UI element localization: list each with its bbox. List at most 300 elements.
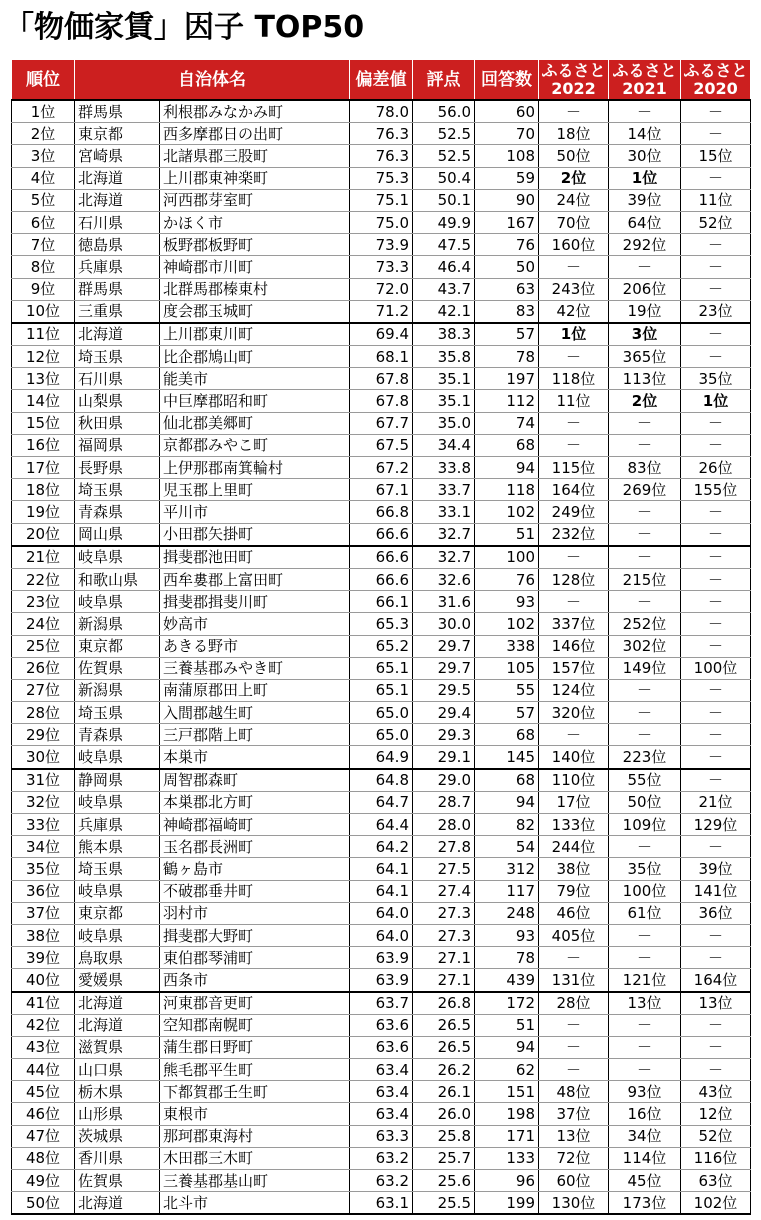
cell-furusato-2021: 61位 [609,902,681,924]
cell-furusato-2020: － [681,434,751,456]
table-row [12,368,751,390]
cell-furusato-2020: － [681,702,751,724]
cell-deviation: 75.0 [350,211,413,233]
cell-furusato-2021: 13位 [609,992,681,1015]
cell-furusato-2021: 50位 [609,791,681,813]
cell-score: 52.5 [413,123,475,145]
cell-furusato-2022: 160位 [539,234,609,256]
cell-responses: 59 [475,167,539,189]
cell-score: 47.5 [413,234,475,256]
cell-deviation: 67.7 [350,412,413,434]
cell-furusato-2022: 2位 [539,167,609,189]
cell-furusato-2022: 1位 [539,323,609,346]
cell-score: 27.4 [413,880,475,902]
table-row [12,145,751,167]
cell-furusato-2020: 100位 [681,657,751,679]
table-row [12,300,751,323]
header-row [12,60,751,101]
cell-rank: 37位 [12,902,75,924]
header-furusato-2021 [609,60,681,101]
cell-municipality: 本巣市 [160,746,350,769]
cell-responses: 76 [475,234,539,256]
cell-furusato-2020: － [681,501,751,523]
cell-furusato-2022: 11位 [539,390,609,412]
cell-municipality: 能美市 [160,368,350,390]
cell-furusato-2022: 124位 [539,679,609,701]
cell-rank: 20位 [12,523,75,546]
cell-furusato-2020: － [681,746,751,769]
cell-prefecture: 青森県 [75,724,160,746]
cell-prefecture: 北海道 [75,189,160,211]
cell-furusato-2022: 28位 [539,992,609,1015]
cell-municipality: 北斗市 [160,1192,350,1215]
cell-score: 30.0 [413,613,475,635]
cell-score: 29.7 [413,635,475,657]
table-row [12,167,751,189]
cell-deviation: 75.3 [350,167,413,189]
cell-municipality: 児玉郡上里町 [160,479,350,501]
cell-municipality: 利根郡みなかみ町 [160,100,350,123]
cell-deviation: 68.1 [350,346,413,368]
cell-furusato-2021: 39位 [609,189,681,211]
cell-municipality: 板野郡板野町 [160,234,350,256]
cell-responses: 199 [475,1192,539,1215]
cell-deviation: 63.2 [350,1147,413,1169]
cell-prefecture: 北海道 [75,992,160,1015]
cell-prefecture: 山形県 [75,1103,160,1125]
cell-deviation: 76.3 [350,145,413,167]
cell-furusato-2020: 13位 [681,992,751,1015]
cell-deviation: 67.5 [350,434,413,456]
cell-rank: 42位 [12,1014,75,1036]
cell-furusato-2020: 36位 [681,902,751,924]
cell-furusato-2021: 114位 [609,1147,681,1169]
table-row [12,902,751,924]
cell-municipality: かほく市 [160,211,350,233]
cell-furusato-2021: － [609,724,681,746]
cell-furusato-2020: － [681,546,751,569]
cell-furusato-2021: 109位 [609,814,681,836]
cell-deviation: 73.3 [350,256,413,278]
header-responses: 回答数 [475,60,539,101]
cell-furusato-2022: 133位 [539,814,609,836]
cell-prefecture: 埼玉県 [75,702,160,724]
cell-deviation: 63.4 [350,1059,413,1081]
cell-municipality: 不破郡垂井町 [160,880,350,902]
cell-furusato-2020: 11位 [681,189,751,211]
table-row [12,880,751,902]
cell-responses: 439 [475,969,539,992]
cell-municipality: 下都賀郡壬生町 [160,1081,350,1103]
cell-furusato-2020: － [681,100,751,123]
cell-furusato-2020: － [681,523,751,546]
cell-rank: 38位 [12,924,75,946]
table-row [12,457,751,479]
cell-score: 27.1 [413,947,475,969]
table-row [12,791,751,813]
cell-score: 27.5 [413,858,475,880]
cell-rank: 23位 [12,591,75,613]
table-row [12,947,751,969]
cell-rank: 21位 [12,546,75,569]
cell-prefecture: 北海道 [75,1014,160,1036]
cell-score: 46.4 [413,256,475,278]
cell-responses: 90 [475,189,539,211]
table-row [12,924,751,946]
cell-furusato-2020: 39位 [681,858,751,880]
table-row [12,635,751,657]
table-row [12,1170,751,1192]
cell-furusato-2020: － [681,947,751,969]
cell-furusato-2021: 252位 [609,613,681,635]
cell-furusato-2021: 14位 [609,123,681,145]
cell-rank: 2位 [12,123,75,145]
table-row [12,724,751,746]
cell-rank: 14位 [12,390,75,412]
cell-score: 34.4 [413,434,475,456]
cell-furusato-2021: － [609,1059,681,1081]
table-row [12,501,751,523]
cell-rank: 27位 [12,679,75,701]
cell-rank: 39位 [12,947,75,969]
cell-furusato-2020: － [681,123,751,145]
table-row [12,100,751,123]
cell-furusato-2022: － [539,100,609,123]
cell-deviation: 69.4 [350,323,413,346]
cell-prefecture: 北海道 [75,323,160,346]
cell-prefecture: 東京都 [75,902,160,924]
cell-municipality: 熊毛郡平生町 [160,1059,350,1081]
header-deviation: 偏差値 [350,60,413,101]
cell-furusato-2020: － [681,1014,751,1036]
cell-furusato-2021: 365位 [609,346,681,368]
cell-prefecture: 岐阜県 [75,746,160,769]
table-row [12,412,751,434]
cell-rank: 32位 [12,791,75,813]
cell-municipality: 上川郡東神楽町 [160,167,350,189]
cell-furusato-2022: － [539,412,609,434]
table-row [12,434,751,456]
cell-municipality: 仙北郡美郷町 [160,412,350,434]
cell-score: 27.3 [413,924,475,946]
cell-furusato-2021: 223位 [609,746,681,769]
cell-furusato-2021: 93位 [609,1081,681,1103]
cell-municipality: 度会郡玉城町 [160,300,350,323]
cell-furusato-2020: 63位 [681,1170,751,1192]
cell-furusato-2022: 72位 [539,1147,609,1169]
cell-rank: 6位 [12,211,75,233]
header-score: 評点 [413,60,475,101]
cell-score: 35.1 [413,390,475,412]
cell-prefecture: 群馬県 [75,278,160,300]
cell-furusato-2021: － [609,1036,681,1058]
cell-rank: 29位 [12,724,75,746]
cell-score: 32.6 [413,568,475,590]
cell-prefecture: 石川県 [75,368,160,390]
header-furusato-2020-line1: ふるさと [683,60,748,80]
cell-responses: 151 [475,1081,539,1103]
cell-score: 25.6 [413,1170,475,1192]
cell-prefecture: 兵庫県 [75,814,160,836]
table-row [12,346,751,368]
cell-prefecture: 新潟県 [75,679,160,701]
cell-prefecture: 栃木県 [75,1081,160,1103]
cell-furusato-2022: 48位 [539,1081,609,1103]
cell-deviation: 66.6 [350,568,413,590]
cell-municipality: 平川市 [160,501,350,523]
cell-deviation: 63.1 [350,1192,413,1215]
cell-rank: 41位 [12,992,75,1015]
cell-furusato-2021: 215位 [609,568,681,590]
cell-rank: 26位 [12,657,75,679]
cell-furusato-2022: 38位 [539,858,609,880]
cell-rank: 18位 [12,479,75,501]
cell-furusato-2021: － [609,591,681,613]
cell-score: 56.0 [413,100,475,123]
cell-municipality: 玉名郡長洲町 [160,836,350,858]
cell-rank: 43位 [12,1036,75,1058]
table-row [12,1125,751,1147]
cell-deviation: 78.0 [350,100,413,123]
cell-furusato-2022: － [539,1014,609,1036]
cell-furusato-2021: 1位 [609,167,681,189]
cell-responses: 105 [475,657,539,679]
cell-score: 25.8 [413,1125,475,1147]
cell-score: 49.9 [413,211,475,233]
cell-responses: 94 [475,1036,539,1058]
cell-furusato-2021: 121位 [609,969,681,992]
table-row [12,702,751,724]
cell-furusato-2022: － [539,256,609,278]
cell-responses: 172 [475,992,539,1015]
cell-municipality: 上伊那郡南箕輪村 [160,457,350,479]
cell-rank: 7位 [12,234,75,256]
cell-responses: 63 [475,278,539,300]
table-row [12,323,751,346]
cell-furusato-2022: 320位 [539,702,609,724]
cell-prefecture: 東京都 [75,635,160,657]
cell-furusato-2022: － [539,947,609,969]
cell-deviation: 65.0 [350,724,413,746]
cell-prefecture: 宮崎県 [75,145,160,167]
cell-score: 27.8 [413,836,475,858]
cell-furusato-2022: 79位 [539,880,609,902]
cell-deviation: 64.9 [350,746,413,769]
cell-furusato-2022: 18位 [539,123,609,145]
cell-responses: 117 [475,880,539,902]
cell-responses: 76 [475,568,539,590]
cell-deviation: 66.8 [350,501,413,523]
cell-furusato-2022: 164位 [539,479,609,501]
cell-furusato-2020: － [681,769,751,792]
cell-municipality: 羽村市 [160,902,350,924]
cell-furusato-2021: － [609,100,681,123]
cell-responses: 102 [475,501,539,523]
cell-deviation: 64.4 [350,814,413,836]
cell-rank: 15位 [12,412,75,434]
cell-municipality: 空知郡南幌町 [160,1014,350,1036]
cell-furusato-2021: 269位 [609,479,681,501]
cell-furusato-2020: 15位 [681,145,751,167]
cell-furusato-2020: － [681,167,751,189]
cell-furusato-2021: － [609,679,681,701]
table-row [12,546,751,569]
cell-municipality: 西条市 [160,969,350,992]
cell-rank: 19位 [12,501,75,523]
cell-furusato-2020: 52位 [681,211,751,233]
cell-furusato-2022: － [539,546,609,569]
cell-furusato-2022: 70位 [539,211,609,233]
cell-deviation: 64.7 [350,791,413,813]
cell-furusato-2021: 2位 [609,390,681,412]
cell-responses: 57 [475,702,539,724]
cell-furusato-2021: － [609,924,681,946]
cell-furusato-2020: 23位 [681,300,751,323]
cell-responses: 54 [475,836,539,858]
cell-rank: 44位 [12,1059,75,1081]
cell-score: 29.1 [413,746,475,769]
cell-furusato-2020: － [681,836,751,858]
cell-score: 29.4 [413,702,475,724]
cell-furusato-2020: － [681,278,751,300]
cell-responses: 94 [475,457,539,479]
cell-responses: 78 [475,346,539,368]
cell-furusato-2020: － [681,256,751,278]
cell-rank: 11位 [12,323,75,346]
cell-furusato-2022: 50位 [539,145,609,167]
cell-rank: 45位 [12,1081,75,1103]
cell-score: 27.1 [413,969,475,992]
table-row [12,234,751,256]
cell-deviation: 73.9 [350,234,413,256]
cell-furusato-2022: 405位 [539,924,609,946]
cell-responses: 112 [475,390,539,412]
cell-score: 26.1 [413,1081,475,1103]
table-row [12,769,751,792]
cell-prefecture: 埼玉県 [75,858,160,880]
cell-furusato-2022: 243位 [539,278,609,300]
cell-furusato-2021: 55位 [609,769,681,792]
header-municipality: 自治体名 [75,60,350,101]
cell-municipality: 揖斐郡揖斐川町 [160,591,350,613]
cell-municipality: 那珂郡東海村 [160,1125,350,1147]
cell-furusato-2022: － [539,1036,609,1058]
cell-responses: 118 [475,479,539,501]
cell-score: 26.5 [413,1036,475,1058]
cell-furusato-2020: － [681,234,751,256]
cell-furusato-2021: 100位 [609,880,681,902]
cell-prefecture: 埼玉県 [75,479,160,501]
cell-municipality: 西多摩郡日の出町 [160,123,350,145]
cell-rank: 3位 [12,145,75,167]
cell-responses: 171 [475,1125,539,1147]
cell-responses: 102 [475,613,539,635]
cell-furusato-2020: － [681,924,751,946]
cell-furusato-2021: 83位 [609,457,681,479]
cell-prefecture: 埼玉県 [75,346,160,368]
cell-furusato-2021: － [609,256,681,278]
cell-prefecture: 岡山県 [75,523,160,546]
cell-furusato-2022: － [539,724,609,746]
cell-furusato-2022: 131位 [539,969,609,992]
cell-rank: 16位 [12,434,75,456]
cell-furusato-2021: 206位 [609,278,681,300]
cell-responses: 51 [475,1014,539,1036]
cell-rank: 25位 [12,635,75,657]
cell-furusato-2021: － [609,702,681,724]
cell-prefecture: 北海道 [75,1192,160,1215]
cell-responses: 108 [475,145,539,167]
table-row [12,211,751,233]
cell-prefecture: 静岡県 [75,769,160,792]
cell-responses: 50 [475,256,539,278]
cell-score: 33.7 [413,479,475,501]
cell-furusato-2020: － [681,346,751,368]
cell-furusato-2022: 337位 [539,613,609,635]
cell-responses: 312 [475,858,539,880]
cell-furusato-2020: 129位 [681,814,751,836]
cell-furusato-2020: 21位 [681,791,751,813]
table-row [12,1147,751,1169]
cell-furusato-2020: － [681,613,751,635]
cell-rank: 50位 [12,1192,75,1215]
table-row [12,657,751,679]
header-furusato-2022-line2: 2022 [551,78,596,98]
cell-deviation: 64.2 [350,836,413,858]
cell-responses: 338 [475,635,539,657]
table-row [12,746,751,769]
cell-municipality: 本巣郡北方町 [160,791,350,813]
cell-deviation: 63.2 [350,1170,413,1192]
cell-municipality: 周智郡森町 [160,769,350,792]
cell-furusato-2022: 244位 [539,836,609,858]
cell-rank: 24位 [12,613,75,635]
cell-furusato-2022: － [539,1059,609,1081]
cell-furusato-2021: 64位 [609,211,681,233]
cell-municipality: 揖斐郡大野町 [160,924,350,946]
cell-rank: 1位 [12,100,75,123]
cell-furusato-2022: 146位 [539,635,609,657]
cell-prefecture: 福岡県 [75,434,160,456]
cell-deviation: 65.3 [350,613,413,635]
cell-furusato-2020: － [681,635,751,657]
cell-prefecture: 秋田県 [75,412,160,434]
cell-prefecture: 長野県 [75,457,160,479]
cell-score: 43.7 [413,278,475,300]
cell-prefecture: 山梨県 [75,390,160,412]
cell-rank: 49位 [12,1170,75,1192]
cell-deviation: 64.8 [350,769,413,792]
cell-responses: 167 [475,211,539,233]
table-row [12,679,751,701]
cell-furusato-2021: － [609,523,681,546]
cell-prefecture: 徳島県 [75,234,160,256]
cell-responses: 93 [475,924,539,946]
cell-furusato-2020: 12位 [681,1103,751,1125]
cell-furusato-2021: 113位 [609,368,681,390]
cell-score: 28.7 [413,791,475,813]
table-row [12,479,751,501]
header-furusato-2020 [681,60,751,101]
cell-prefecture: 北海道 [75,167,160,189]
cell-prefecture: 鳥取県 [75,947,160,969]
cell-furusato-2021: － [609,836,681,858]
ranking-body [12,100,751,1214]
cell-score: 33.1 [413,501,475,523]
cell-score: 28.0 [413,814,475,836]
cell-prefecture: 愛媛県 [75,969,160,992]
cell-responses: 55 [475,679,539,701]
